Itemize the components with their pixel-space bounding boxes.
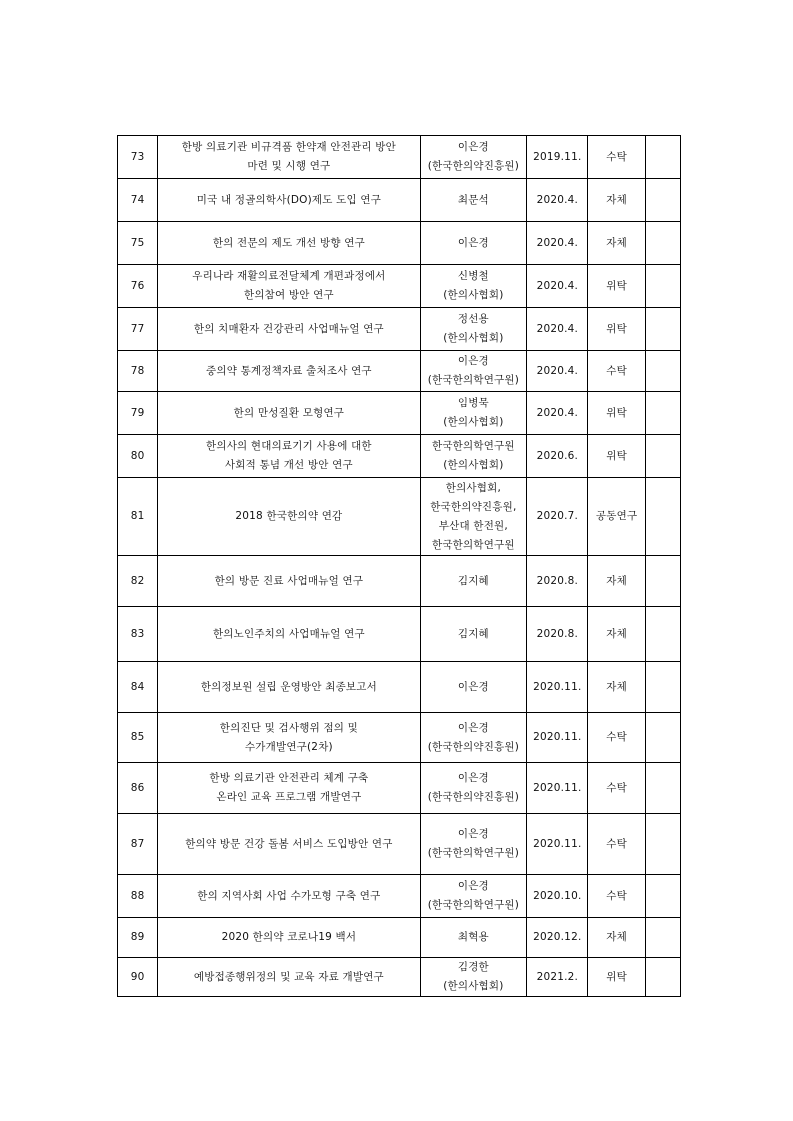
table-row (118, 478, 681, 556)
author-cell-line: 임병묵 (457, 397, 489, 409)
title-cell (158, 478, 420, 556)
date-cell: 2020.4. (527, 392, 588, 435)
author-cell-line: (한국한의학연구원) (427, 374, 520, 386)
author-cell-line: 정선용 (457, 313, 489, 325)
title-cell (158, 918, 420, 958)
author-cell-line: (한의사협회) (443, 416, 504, 428)
row-number-cell: 80 (118, 435, 158, 478)
date-cell: 2020.10. (527, 875, 588, 918)
author-cell-line: 이은경 (457, 880, 489, 892)
empty-cell (645, 392, 680, 435)
title-cell (158, 556, 420, 607)
title-cell-line: 중의약 통계정책자료 출처조사 연구 (206, 364, 372, 377)
author-cell (420, 265, 527, 308)
empty-cell (645, 478, 680, 556)
table-row (118, 265, 681, 308)
author-cell-line: 한의사협회, (445, 481, 501, 494)
empty-cell (645, 814, 680, 875)
empty-cell (645, 308, 680, 351)
row-number-cell: 87 (118, 814, 158, 875)
title-cell-line: 한의약 방문 건강 돌봄 서비스 도입방안 연구 (185, 837, 393, 850)
author-cell (420, 136, 527, 179)
author-cell-line: (한의사협회) (443, 980, 504, 992)
author-cell-line: (한의사협회) (443, 332, 504, 344)
author-cell-line: 이은경 (457, 721, 489, 734)
author-cell-line: (한국한의약진흥원) (427, 791, 520, 803)
row-number-cell: 90 (118, 958, 158, 997)
author-cell-line: 부산대 한전원, (438, 519, 508, 532)
date-cell: 2021.2. (527, 958, 588, 997)
table-row (118, 308, 681, 351)
date-cell: 2020.4. (527, 351, 588, 392)
empty-cell (645, 351, 680, 392)
author-cell-line: (한의사협회) (443, 289, 504, 301)
title-cell-line: 한의정보원 설립 운영방안 최종보고서 (200, 680, 377, 693)
author-cell-line: 한국한의학연구원 (432, 538, 515, 551)
table-row (118, 136, 681, 179)
author-cell (420, 662, 527, 713)
date-cell: 2020.8. (527, 607, 588, 662)
date-cell: 2020.11. (527, 814, 588, 875)
title-cell (158, 875, 420, 918)
author-cell (420, 763, 527, 814)
row-number-cell: 84 (118, 662, 158, 713)
author-cell-line: 최혁용 (457, 931, 489, 943)
author-cell (420, 556, 527, 607)
title-cell-line: 한의사의 현대의료기기 사용에 대한 (206, 440, 372, 452)
author-cell (420, 351, 527, 392)
author-cell (420, 392, 527, 435)
title-cell-line: 사회적 통념 개선 방안 연구 (224, 459, 353, 471)
row-number-cell: 78 (118, 351, 158, 392)
type-cell: 수탁 (588, 713, 645, 763)
title-cell (158, 265, 420, 308)
date-cell: 2020.11. (527, 713, 588, 763)
empty-cell (645, 918, 680, 958)
author-cell (420, 958, 527, 997)
type-cell: 공동연구 (588, 478, 645, 556)
table-row (118, 875, 681, 918)
author-cell (420, 478, 527, 556)
row-number-cell: 86 (118, 763, 158, 814)
title-cell-line: 한의노인주치의 사업매뉴얼 연구 (212, 627, 365, 640)
title-cell-line: 한의 지역사회 사업 수가모형 구축 연구 (197, 889, 381, 902)
type-cell: 위탁 (588, 265, 645, 308)
title-cell (158, 763, 420, 814)
type-cell: 자체 (588, 662, 645, 713)
title-cell-line: 한방 의료기관 비규격품 한약재 안전관리 방안 (181, 141, 396, 153)
author-cell (420, 607, 527, 662)
date-cell: 2020.4. (527, 222, 588, 265)
table-row (118, 713, 681, 763)
title-cell (158, 179, 420, 222)
empty-cell (645, 607, 680, 662)
author-cell-line: 신병철 (457, 270, 489, 282)
table-body (118, 136, 681, 997)
empty-cell (645, 179, 680, 222)
title-cell-line: 한의진단 및 검사행위 점의 및 (219, 721, 359, 734)
row-number-cell: 77 (118, 308, 158, 351)
author-cell-line: (한국한의약진흥원) (427, 160, 520, 172)
research-report-table (117, 135, 681, 997)
type-cell: 자체 (588, 918, 645, 958)
empty-cell (645, 556, 680, 607)
table-row (118, 179, 681, 222)
table-row (118, 435, 681, 478)
empty-cell (645, 713, 680, 763)
date-cell: 2020.12. (527, 918, 588, 958)
author-cell-line: 이은경 (457, 828, 489, 840)
row-number-cell: 75 (118, 222, 158, 265)
empty-cell (645, 875, 680, 918)
empty-cell (645, 222, 680, 265)
type-cell: 자체 (588, 556, 645, 607)
title-cell-line: 한의 치매환자 건강관리 사업매뉴얼 연구 (193, 322, 384, 335)
title-cell-line: 예방접종행위정의 및 교육 자료 개발연구 (193, 970, 384, 983)
title-cell-line: 한방 의료기관 안전관리 체계 구축 (209, 772, 369, 784)
empty-cell (645, 435, 680, 478)
row-number-cell: 88 (118, 875, 158, 918)
author-cell (420, 222, 527, 265)
type-cell: 위탁 (588, 308, 645, 351)
table-row (118, 556, 681, 607)
date-cell: 2019.11. (527, 136, 588, 179)
type-cell: 위탁 (588, 435, 645, 478)
date-cell: 2020.6. (527, 435, 588, 478)
title-cell-line: 마련 및 시행 연구 (247, 160, 331, 172)
author-cell-line: 이은경 (457, 236, 489, 249)
type-cell: 수탁 (588, 875, 645, 918)
author-cell-line: 김지혜 (457, 627, 489, 640)
author-cell (420, 435, 527, 478)
table-row (118, 351, 681, 392)
title-cell-line: 미국 내 정골의학사(DO)제도 도입 연구 (196, 193, 382, 206)
author-cell (420, 918, 527, 958)
title-cell (158, 136, 420, 179)
title-cell-line: 한의참여 방안 연구 (243, 289, 334, 301)
row-number-cell: 73 (118, 136, 158, 179)
author-cell-line: 한국한의약진흥원, (430, 500, 517, 513)
type-cell: 자체 (588, 222, 645, 265)
row-number-cell: 74 (118, 179, 158, 222)
row-number-cell: 89 (118, 918, 158, 958)
title-cell-line: 수가개발연구(2차) (244, 740, 333, 753)
table-row (118, 662, 681, 713)
row-number-cell: 85 (118, 713, 158, 763)
author-cell-line: 최문석 (457, 193, 489, 206)
author-cell-line: 이은경 (457, 141, 489, 153)
table-row (118, 763, 681, 814)
table-row (118, 392, 681, 435)
table-row (118, 607, 681, 662)
table-row (118, 918, 681, 958)
date-cell: 2020.4. (527, 265, 588, 308)
type-cell: 수탁 (588, 136, 645, 179)
empty-cell (645, 763, 680, 814)
author-cell (420, 713, 527, 763)
title-cell-line: 온라인 교육 프로그램 개발연구 (216, 791, 362, 803)
title-cell-line: 우리나라 재활의료전달체계 개편과정에서 (192, 270, 386, 282)
author-cell-line: (한국한의약진흥원) (427, 740, 520, 753)
table-row (118, 222, 681, 265)
author-cell-line: 한국한의학연구원 (432, 440, 515, 452)
title-cell (158, 713, 420, 763)
type-cell: 수탁 (588, 814, 645, 875)
title-cell-line: 한의 전문의 제도 개선 방향 연구 (212, 236, 365, 249)
date-cell: 2020.11. (527, 763, 588, 814)
author-cell (420, 814, 527, 875)
title-cell (158, 222, 420, 265)
author-cell (420, 308, 527, 351)
type-cell: 자체 (588, 179, 645, 222)
table-row (118, 958, 681, 997)
type-cell: 자체 (588, 607, 645, 662)
author-cell-line: 김경한 (457, 961, 489, 973)
title-cell (158, 662, 420, 713)
author-cell-line: (한국한의학연구원) (427, 847, 520, 859)
title-cell-line: 한의 만성질환 모형연구 (233, 406, 345, 419)
author-cell (420, 179, 527, 222)
date-cell: 2020.7. (527, 478, 588, 556)
empty-cell (645, 662, 680, 713)
date-cell: 2020.8. (527, 556, 588, 607)
title-cell (158, 814, 420, 875)
title-cell (158, 308, 420, 351)
author-cell-line: 이은경 (457, 772, 489, 784)
row-number-cell: 76 (118, 265, 158, 308)
author-cell (420, 875, 527, 918)
type-cell: 수탁 (588, 763, 645, 814)
author-cell-line: 김지혜 (457, 574, 489, 587)
table-row (118, 814, 681, 875)
date-cell: 2020.4. (527, 308, 588, 351)
title-cell (158, 351, 420, 392)
row-number-cell: 81 (118, 478, 158, 556)
title-cell-line: 2018 한국한의약 연감 (235, 510, 343, 522)
type-cell: 수탁 (588, 351, 645, 392)
type-cell: 위탁 (588, 958, 645, 997)
empty-cell (645, 265, 680, 308)
empty-cell (645, 958, 680, 997)
row-number-cell: 82 (118, 556, 158, 607)
title-cell-line: 2020 한의약 코로나19 백서 (221, 931, 357, 943)
row-number-cell: 83 (118, 607, 158, 662)
author-cell-line: 이은경 (457, 355, 489, 367)
title-cell (158, 607, 420, 662)
type-cell: 위탁 (588, 392, 645, 435)
date-cell: 2020.11. (527, 662, 588, 713)
title-cell-line: 한의 방문 진료 사업매뉴얼 연구 (214, 574, 364, 587)
title-cell (158, 958, 420, 997)
date-cell: 2020.4. (527, 179, 588, 222)
title-cell (158, 392, 420, 435)
row-number-cell: 79 (118, 392, 158, 435)
title-cell (158, 435, 420, 478)
author-cell-line: 이은경 (457, 680, 489, 693)
author-cell-line: (한의사협회) (443, 459, 504, 471)
empty-cell (645, 136, 680, 179)
author-cell-line: (한국한의학연구원) (427, 899, 520, 911)
